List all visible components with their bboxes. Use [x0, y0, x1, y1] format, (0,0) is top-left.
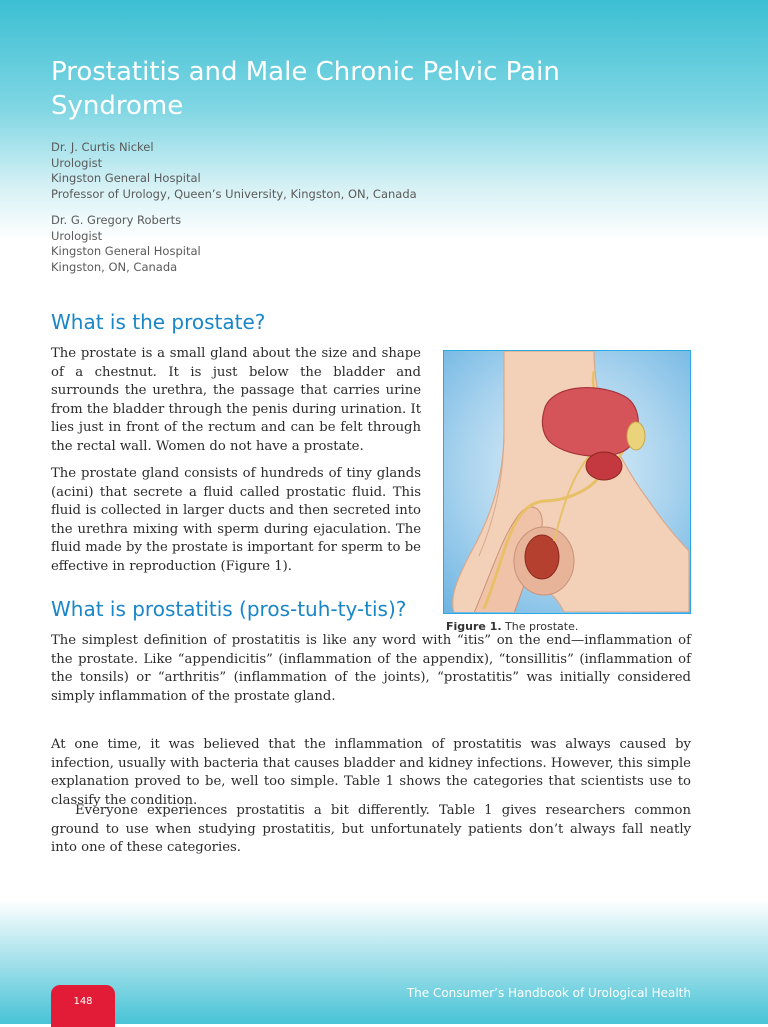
paragraph: The prostate gland consists of hundreds of tiny glands (acini) that secrete a fluid called prostatic fluid. This fluid is collected in larger ducts and then secreted into the urethra mixing with sperm during ejaculation. The fluid made by the prostate is important for sperm to be effective in reproduction (Figure 1).: [51, 466, 421, 574]
footer-background: [0, 900, 768, 1024]
footer-book-title: The Consumer’s Handbook of Urological Health: [406, 986, 691, 1000]
author-block-1: [51, 140, 691, 202]
author-affiliation: Kingston General Hospital: [51, 244, 201, 259]
section-heading-prostate: What is the prostate?: [51, 310, 266, 334]
prostate-anatomy-illustration: [444, 351, 689, 612]
author-extra: Professor of Urology, Queen’s University, Kingston, ON, Canada: [51, 186, 417, 201]
author-role: Urologist: [51, 155, 103, 170]
paragraph: At one time, it was believed that the inflammation of prostatitis was always caused by infection, usually with bacteria that causes bladder and kidney infections. However, this simple explanation proved to be, well too simple. Table 1 shows the categories that scientists use to classify the condition.: [51, 737, 691, 808]
figure-label: Figure 1.: [446, 620, 502, 633]
paragraph: The simplest definition of prostatitis is like any word with “itis” on the end—inflammation of the prostate. Like “appendicitis” (inflammation of the appendix), “tonsillitis” (inflammation of the tonsils) or “arthritis” (inflammation of the joints), “prostatitis” was initially considered simply inflammation of the prostate gland.: [51, 633, 691, 704]
author-extra: Kingston, ON, Canada: [51, 259, 178, 274]
prostate-gland: [586, 452, 622, 480]
seminal-vesicle: [627, 422, 645, 450]
section-heading-prostatitis: What is prostatitis (pros-tuh-ty-tis)?: [51, 597, 407, 621]
author-role: Urologist: [51, 228, 103, 243]
page-number-tab: 148: [51, 985, 115, 1027]
paragraph: Everyone experiences prostatitis a bit differently. Table 1 gives researchers common ground to use when studying prostatitis, but unfortunately patients don’t always fall neatly into one of these categories.: [51, 803, 691, 855]
author-name: Dr. J. Curtis Nickel: [51, 140, 154, 154]
figure-caption-text: The prostate.: [505, 620, 579, 633]
paragraph: The prostate is a small gland about the size and shape of a chestnut. It is just below the bladder and surrounds the urethra, the passage that carries urine from the bladder through the penis during urination. It lies just in front of the rectum and can be felt through the rectal wall. Women do not have a prostate.: [51, 346, 421, 454]
author-name: Dr. G. Gregory Roberts: [51, 213, 182, 227]
bladder-shape: [542, 388, 638, 457]
page-title: Prostatitis and Male Chronic Pelvic Pain Syndrome: [51, 57, 560, 121]
testis-shape: [525, 535, 559, 579]
author-block-2: [51, 213, 691, 275]
author-affiliation: Kingston General Hospital: [51, 171, 201, 186]
prostate-anatomy-figure: [443, 350, 691, 614]
